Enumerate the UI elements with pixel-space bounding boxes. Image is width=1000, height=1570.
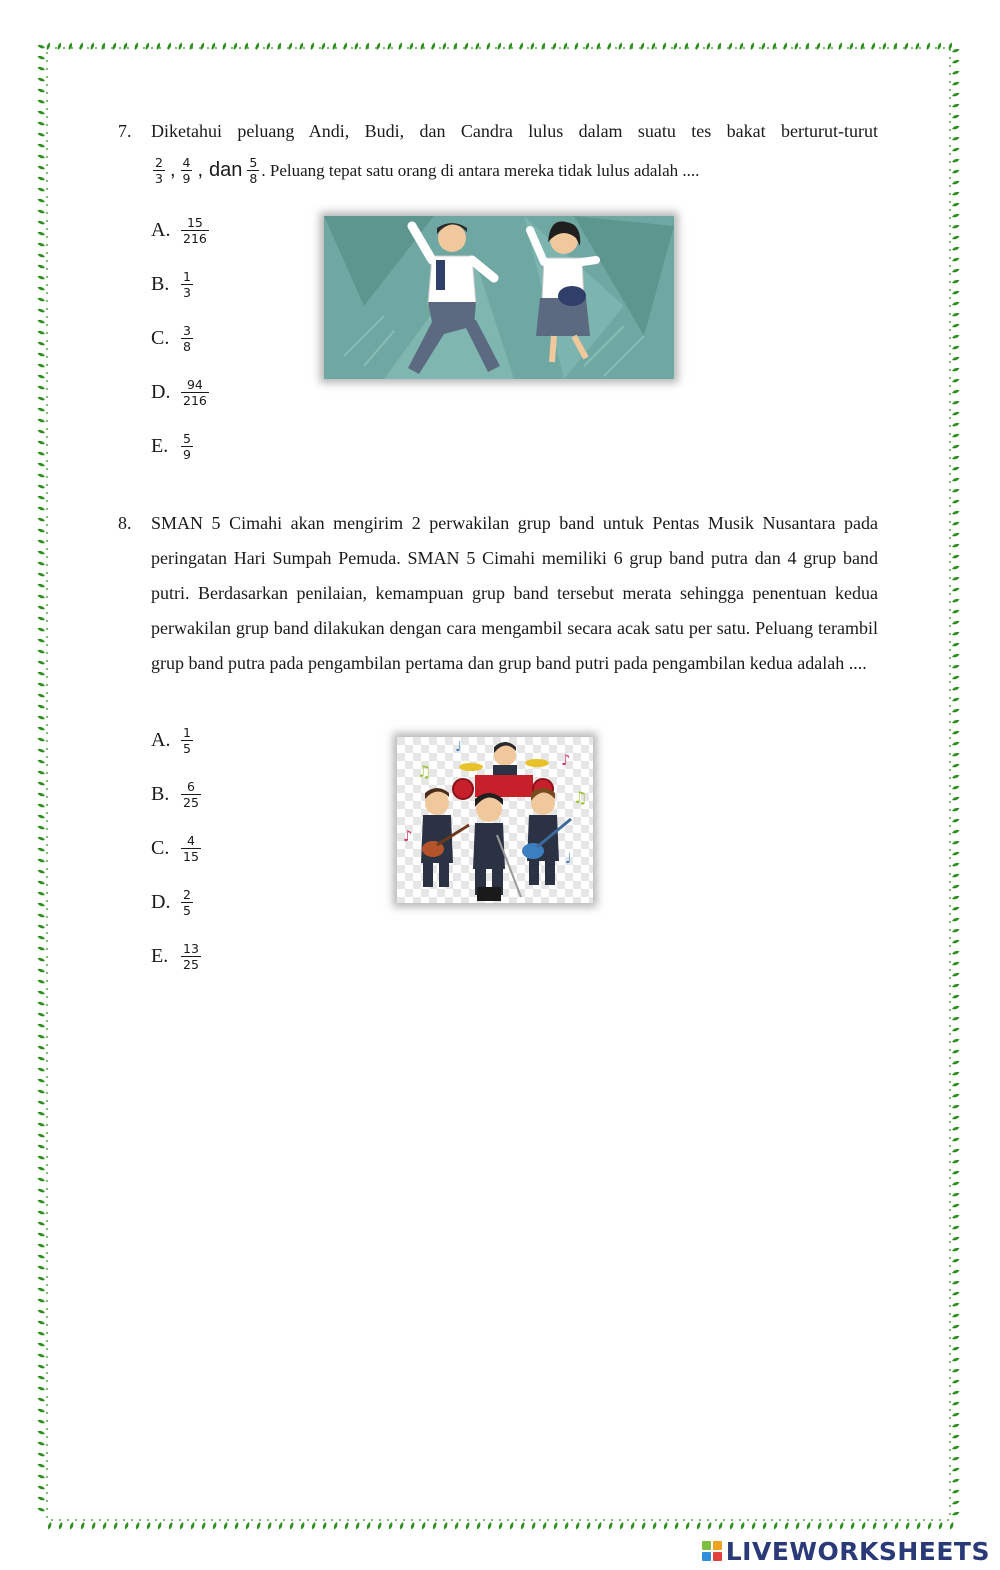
liveworksheets-logo[interactable] [702,1534,990,1568]
answer-options-7 [151,203,211,473]
fraction: $\frac{5}{8}$ [249,154,258,186]
question-text: SMAN 5 Cimahi akan mengirim 2 perwakilan grup band untuk Pentas Musik Nusantara pada peringatan Hari Sumpah Pemuda. SMAN 5 Cimahi memiliki 6 grup band putra dan 4 grup band putri. Berdasarkan penilaian, kemampuan grup band tersebut merata sehingga penentuan kedua perwakilan grup band dilakukan dengan cara mengambil secara acak satu per satu. Peluang terambil grup band putra pada pengambilan pertama dan grup band putri pada pengambilan kedua adalah .... [151,513,878,673]
fraction: $\frac{4}{9}$ [182,154,191,186]
option-b[interactable]: B. $\frac{1}{3}$ [151,268,191,300]
svg-text:♪: ♪ [561,751,571,769]
fraction: $\frac{2}{3}$ [155,154,163,186]
jumping-students-illustration [324,216,674,379]
option-a[interactable]: A. $\frac{1}{5}$ [151,724,191,756]
svg-text:♫: ♫ [573,788,588,807]
question-number: 8. [118,513,132,533]
logo-text: LIVEWORKSHEETS [725,1536,990,1566]
option-c[interactable]: C. $\frac{3}{8}$ [151,322,191,354]
liveworksheets-logo-icon [702,1541,722,1561]
option-d[interactable]: D. $\frac{94}{216}$ [151,376,207,408]
option-c[interactable]: C. $\frac{4}{15}$ [151,832,199,864]
school-band-illustration [397,737,593,903]
option-e[interactable]: E. $\frac{5}{9}$ [151,430,191,462]
svg-text:♩: ♩ [565,851,572,867]
option-a[interactable]: A. $\frac{15}{216}$ [151,214,207,246]
answer-options-8 [151,713,203,983]
svg-text:♪: ♪ [403,827,413,845]
svg-text:♫: ♫ [417,762,432,781]
question-7 [118,114,878,191]
svg-text:♩: ♩ [455,739,462,755]
and-word: dan [209,158,243,181]
question-text-rest: . Peluang tepat satu orang di antara mereka tidak lulus adalah .... [261,160,700,180]
option-b[interactable]: B. $\frac{6}{25}$ [151,778,199,810]
question-text-line-1: Diketahui peluang Andi, Budi, dan Candra lulus dalam suatu tes bakat berturut-turut [151,121,878,141]
question-text-line-2: $\frac{2}{3}$ , $\frac{4}{9}$ , dan $\frac{5}{8}$ . Peluang tepat satu orang di antara mereka tidak lulus adalah .... [155,154,700,186]
question-number: 7. [118,121,132,141]
option-e[interactable]: E. $\frac{13}{25}$ [151,940,199,972]
option-d[interactable]: D. $\frac{2}{5}$ [151,886,191,918]
question-8 [118,506,878,681]
